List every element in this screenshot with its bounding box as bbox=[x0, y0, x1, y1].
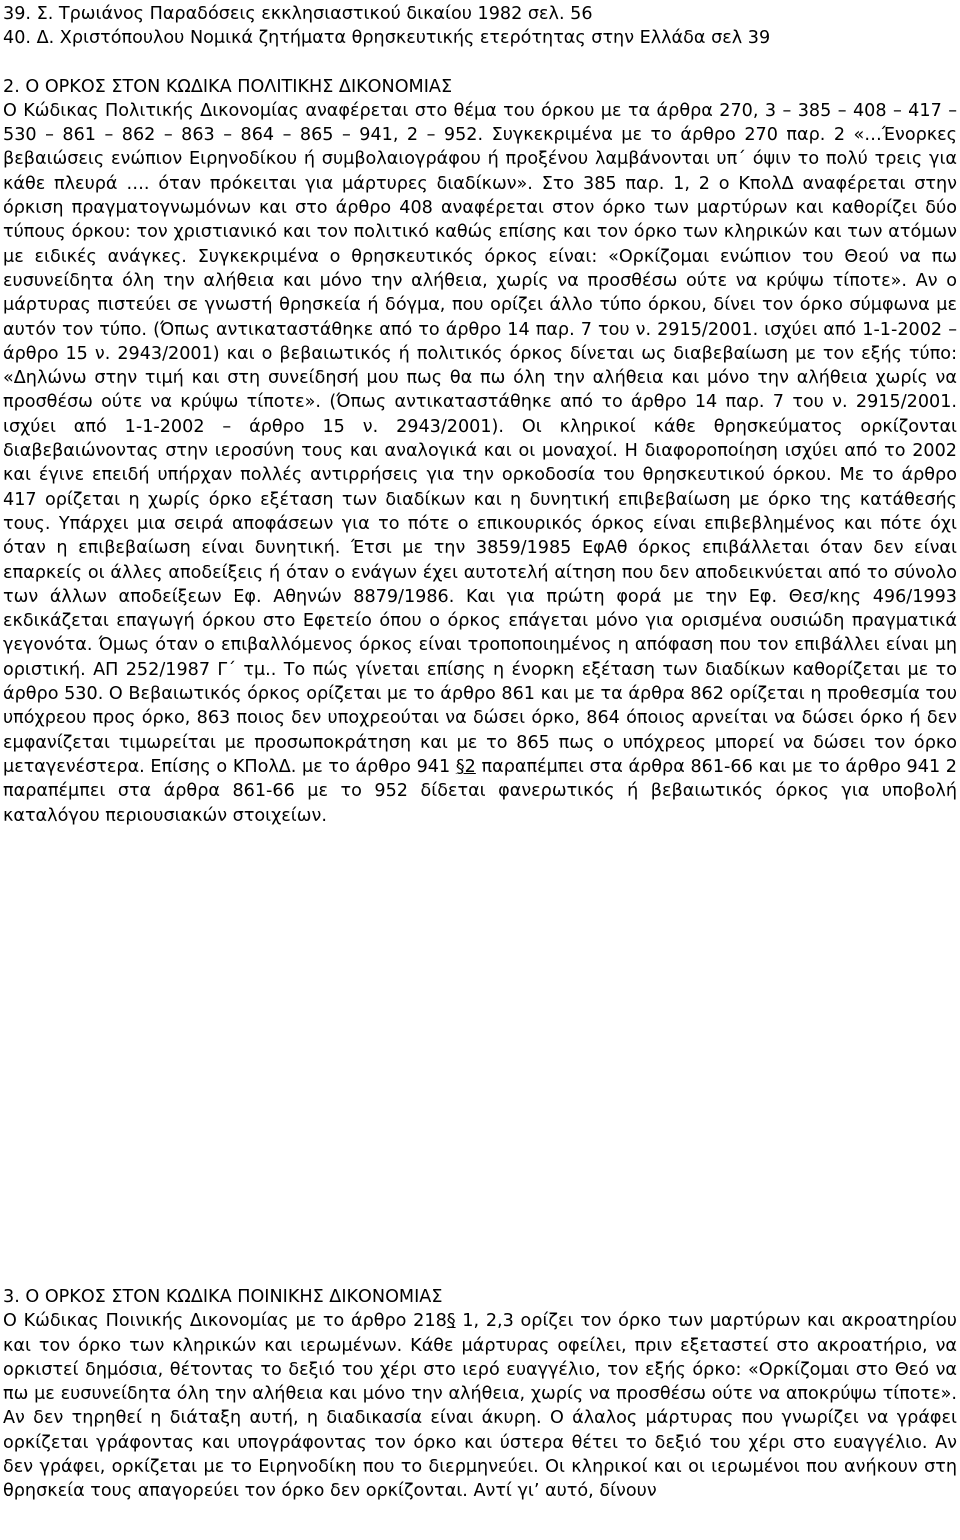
paragraph-link[interactable]: §2 bbox=[455, 756, 476, 777]
section-heading: 2. Ο ΟΡΚΟΣ ΣΤΟΝ ΚΩΔΙΚΑ ΠΟΛΙΤΙΚΗΣ ΔΙΚΟΝΟΜΙΑΣ bbox=[3, 76, 453, 97]
reference-item: 40. Δ. Χριστόπουλου Νομικά ζητήματα θρησκευτικής ετερότητας στην Ελλάδα σελ 39 bbox=[3, 28, 771, 49]
paragraph-link[interactable]: § bbox=[446, 1311, 456, 1332]
reference-item: 39. Σ. Τρωιάνος Παραδόσεις εκκλησιαστικού δικαίου 1982 σελ. 56 bbox=[3, 4, 593, 24]
section-paragraph bbox=[3, 99, 957, 828]
paragraph-text: 1, 2,3 ορίζει τον όρκο των μαρτύρων και ακροατηρίου και τον όρκο των κληρικών και ιερωμένων. Κάθε μάρτυρας οφείλει, πριν εξεταστεί στο ακροατήριο, να ορκιστεί δημόσια, θέτοντας το δεξιό του χέρι στο ιερό ευαγγέλιο, τον εξής όρκο: «Ορκίζομαι στο Θεό να πω με ευσυνείδητα όλη την αλήθεια και μόνο την αλήθεια, χωρίς να προσθέσω ούτε να αποκρύψω τίποτε». Αν δεν τηρηθεί η διάταξη αυτή, η διαδικασία είναι άκυρη. Ο άλαλος μάρτυρας που γνωρίζει να γράφει ορκίζεται γράφοντας και υπογράφοντας τον όρκο και ύστερα θέτει το δεξιό του χέρι στο ευαγγέλιο. Αν δεν γράφει, ορκίζεται με το Ειρηνοδίκη που το διερμηνεύει. Οι κληρικοί και οι ιερωμένοι που ανήκουν στη θρησκεία τους απαγορεύει τον όρκο δεν ορκίζονται. Αντί γι’ αυτό, δίνουν bbox=[3, 1311, 957, 1502]
paragraph-text: Ο Κώδικας Πολιτικής Δικονομίας αναφέρεται στο θέμα του όρκου με τα άρθρα 270, 3 – 385 – 408 – 417 – 530 – 861 – 862 – 863 – 864 – 865 – 941, 2 – 952. Συγκεκριμένα με το άρθρο 270 παρ. 2 «…Ένορκες βεβαιώσεις ενώπιον Ειρηνοδίκου ή συμβολαιογράφου ή προξένου λαμβάνονται υπ΄ όψιν το πολύ τρεις για κάθε πλευρά …. όταν πρόκειται για μάρτυρες διαδίκων». Στο 385 παρ. 1, 2 ο ΚπολΔ αναφέρεται στην όρκιση πραγματογνωμόνων και στο άρθρο 408 αναφέρεται στον όρκο των μαρτύρων και καθορίζει δύο τύπους όρκου: τον χριστιανικό και τον πολιτικό καθώς επίσης και τον όρκο των κληρικών και των ατόμων με ειδικές ανάγκες. Συγκεκριμένα ο θρησκευτικός όρκος είναι: «Ορκίζομαι ενώπιον του Θεού να πω ευσυνείδητα όλη την αλήθεια και μόνο την αλήθεια, χωρίς να προσθέσω ούτε να κρύψω τίποτε». Αν ο μάρτυρας πιστεύει σε γνωστή θρησκεία ή δόγμα, που ορίζει άλλο τύπο όρκου, δίνει τον όρκο σύμφωνα με αυτόν τον τύπο. (Όπως αντικαταστάθηκε από το άρθρο 14 παρ. 7 του ν. 2915/2001. ισχύει από 1-1-2002 – άρθρο 15 ν. 2943/2001) και ο βεβαιωτικός ή πολιτικός όρκος δίνεται ως διαβεβαίωση με τον εξής τύπο: «Δηλώνω στην τιμή και στη συνείδησή μου πως θα πω όλη την αλήθεια και μόνο την αλήθεια χωρίς να προσθέσω ούτε να κρύψω τίποτε». (Όπως αντικαταστάθηκε από το άρθρο 14 παρ. 7 του ν. 2915/2001. ισχύει από 1-1-2002 – άρθρο 15 ν. 2943/2001). Οι κληρικοί κάθε θρησκεύματος ορκίζονται διαβεβαιώνοντας στην ιεροσύνη τους και αναλογικά και οι μοναχοί. Η διαφοροποίηση ισχύει από το 2002 και έγινε επειδή υπήρχαν πολλές αντιρρήσεις για την ορκοδοσία του θρησκευτικού όρκου. Με το άρθρο 417 ορίζεται η χωρίς όρκο εξέταση των διαδίκων και η δυνητική επιβεβαίωση με όρκο της κατάθεσής τους. Υπάρχει μια σειρά αποφάσεων για το πότε ο επικουρικός όρκος είναι επιβεβλημένος και πότε όχι όταν η επιβεβαίωση είναι δυνητική. Έτσι με την 3859/1985 ΕφΑθ όρκος επιβάλλεται όταν δεν είναι επαρκείς οι άλλες αποδείξεις ή όταν ο ενάγων έχει αυτοτελή αίτηση που δεν αποδεικνύεται από το σύνολο των άλλων αποδείξεων Εφ. Αθηνών 8879/1986. Και για πρώτη φορά με την Εφ. Θεσ/κης 496/1993 εκδικάζεται επαγωγή όρκου στο Εφετείο όπου ο όρκος επάγεται μόνο για ορισμένα ουσιώδη πραγματικά γεγονότα. Όμως όταν ο επιβαλλόμενος όρκος είναι τροποποιημένος η απόφαση που τον επιβάλλει είναι μη οριστική. ΑΠ 252/1987 Γ΄ τμ.. Το πώς γίνεται επίσης η ένορκη εξέταση των διαδίκων καθορίζεται με το άρθρο 530. Ο Βεβαιωτικός όρκος ορίζεται με το άρθρο 861 και με τα άρθρα 862 ορίζεται η προθεσμία του υπόχρεου προς όρκο, 863 ποιος δεν υποχρεούται να δώσει όρκο, 864 όποιος αρνείται να δώσει όρκο ή δεν εμφανίζεται τιμωρείται με προσωποκράτηση και με το 865 πως ο υπόχρεος μπορεί να δώσει τον όρκο μεταγενέστερα. Επίσης ο ΚΠολΔ. με το άρθρο 941 bbox=[3, 100, 957, 777]
document-page bbox=[3, 0, 958, 1502]
section-paragraph bbox=[3, 1309, 957, 1503]
paragraph-text: Ο Κώδικας Ποινικής Δικονομίας με το άρθρο 218 bbox=[3, 1311, 447, 1332]
section-criminal-procedure bbox=[3, 1285, 957, 1504]
section-civil-procedure bbox=[3, 75, 957, 828]
reference-list bbox=[3, 2, 957, 51]
section-heading: 3. Ο ΟΡΚΟΣ ΣΤΟΝ ΚΩΔΙΚΑ ΠΟΙΝΙΚΗΣ ΔΙΚΟΝΟΜΙΑΣ bbox=[3, 1287, 443, 1307]
paragraph-text: παραπέμπει στα άρθρα 861-66 και με το άρθρο 941 2 παραπέμπει στα άρθρα 861-66 με το 952 δίδεται φανερωτικός ή βεβαιωτικός όρκος για υποβολή καταλόγου περιουσιακών στοιχείων. bbox=[3, 756, 958, 826]
